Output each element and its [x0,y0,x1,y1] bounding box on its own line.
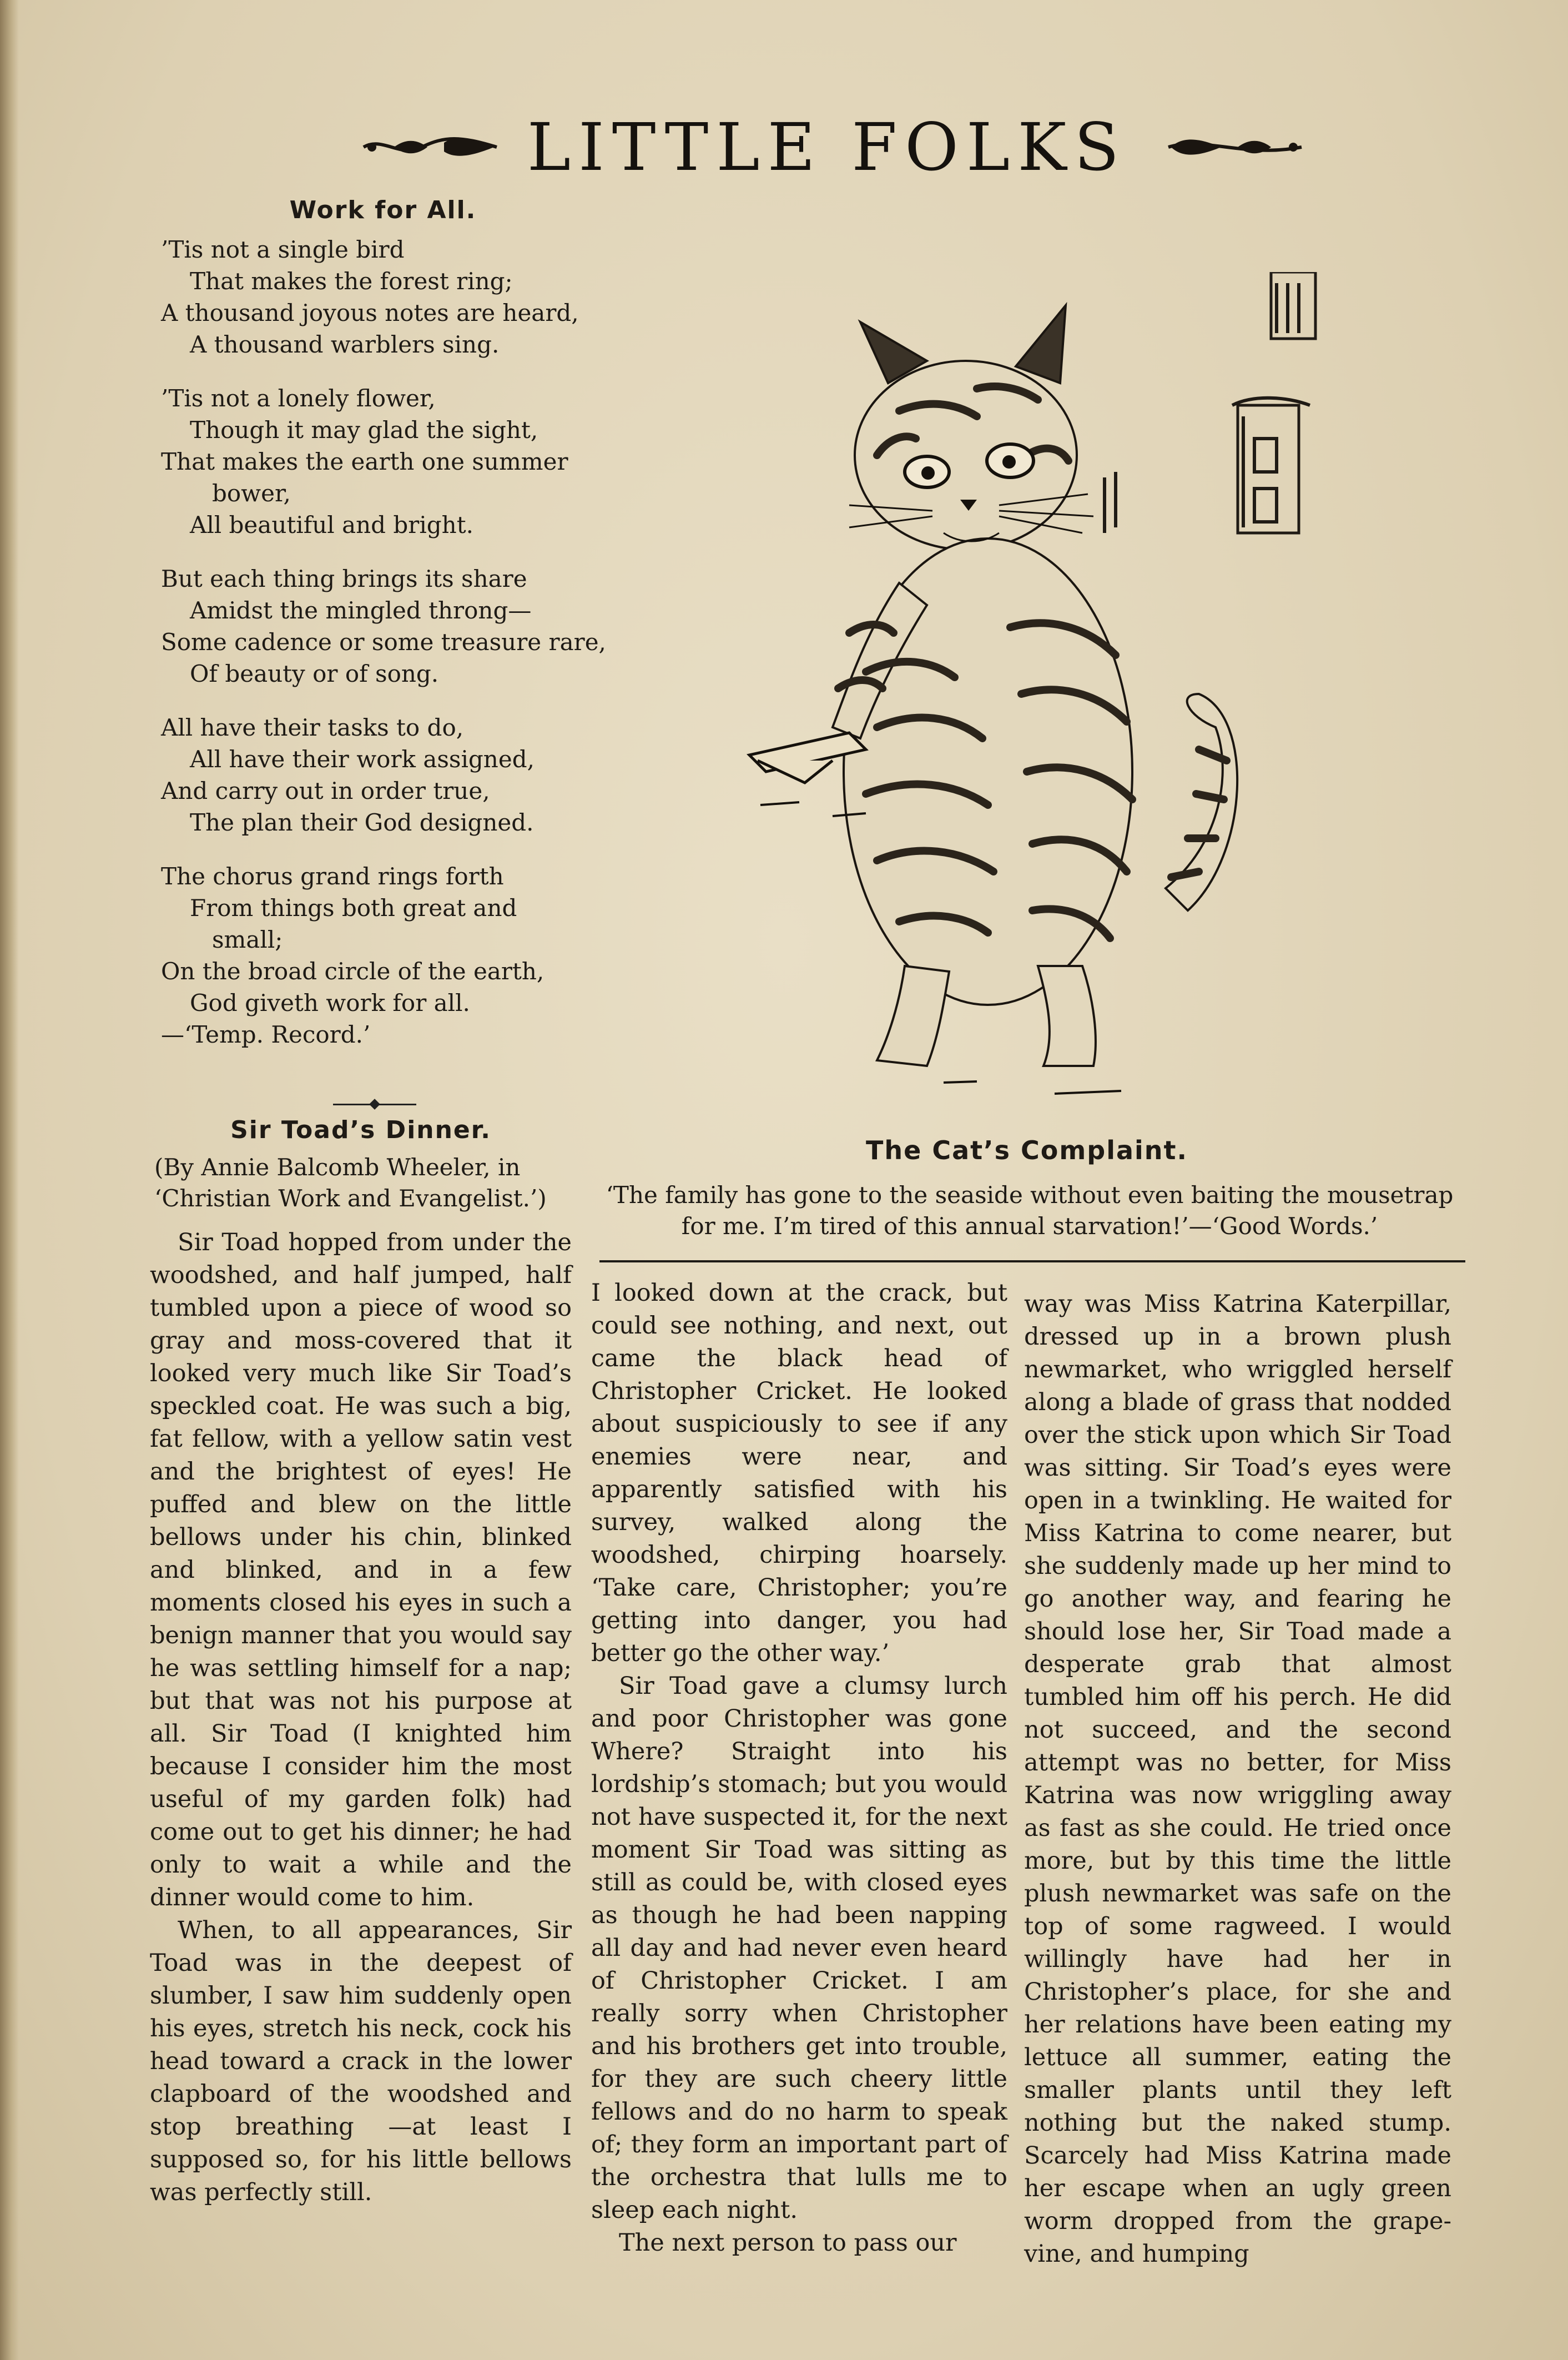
poem-line: All have their tasks to do, [161,714,464,741]
poem-line: On the broad circle of the earth, [161,958,544,985]
cat-illustration [666,272,1343,1105]
poem-stanza [161,563,605,690]
story-paragraph: Sir Toad gave a clumsy lurch and poor Christopher was gone Where? Straight into his lordship’s stomach; but you would not have suspected it, for the next moment Sir Toad was sitting as still as could be, with closed eyes as though he had been napping all day and had never even heard of Christopher Cricket. I am really sorry when Christopher and his brothers get into trouble, for they are such cheery little fellows and do no harm to speak of; they form an important part of the orchestra that lulls me to sleep each night. [591,1672,1007,2224]
poem-line: The chorus grand rings forth [161,863,504,890]
poem-stanza [161,712,605,838]
poem-line: All have their work assigned, [190,746,535,773]
poem-line: Amidst the mingled throng— [190,597,532,624]
poem-line: Some cadence or some treasure rare, [161,628,606,656]
poem-stanza [161,383,605,541]
right-flourish-ornament [1166,130,1304,164]
story-paragraph: way was Miss Katrina Katerpillar, dressed up in a brown plush newmarket, who wriggled herself along a blade of grass that nodded over the stick upon which Sir Toad was sitting. Sir Toad’s eyes were open in a twinkling. He waited for Miss Katrina to come nearer, but she suddenly made up her mind to go another way, and fearing he should lose her, Sir Toad made a desperate grab that almost tumbled him off his perch. He did not succeed, and the second attempt was no better, for Miss Katrina was now wriggling away as fast as she could. He tried once more, but by this time the little plush newmarket was safe on the top of some ragweed. I would willingly have had her in Christopher’s place, for she and her relations have been eating my lettuce all summer, eating the smaller plants until they left nothing but the naked stump. Scarcely had Miss Katrina made her escape when an ugly green worm dropped from the grape-vine, and humping [1024,1290,1451,2268]
poem-line: That makes the earth one summer [161,448,568,475]
story-column-2 [591,1277,1007,2260]
poem-line: small; [212,926,283,953]
poem-line: And carry out in order true, [161,777,490,804]
story-byline: (By Annie Balcomb Wheeler, in ‘Christian Work and Evangelist.’) [154,1154,547,1212]
story-body [150,1226,572,2209]
illustration-caption: ‘The family has gone to the seaside without even baiting the mousetrap for me. I’m tired of this annual starvation!’—‘Good Words.’ [606,1181,1454,1240]
poem-source: —‘Temp. Record.’ [161,1021,371,1048]
poem-line: Of beauty or of song. [190,660,439,687]
poem-line: From things both great and [190,894,517,922]
story-paragraph: Sir Toad hopped from under the woodshed, and half jumped, half tumbled upon a piece of wood so gray and moss-covered that it looked very much like Sir Toad’s speckled coat. He was such a big, fat fellow, with a yellow satin vest and the brightest of eyes! He puffed and blew on the little bellows under his chin, blinked and blinked, and in a few moments closed his eyes in such a benign manner that you would say he was settling himself for a nap; but that was not his purpose at all. Sir Toad (I knighted him because I consider him the most useful of my garden folk) had come out to get his dinner; he had only to wait a while and the dinner would come to him. [150,1229,572,1911]
story-paragraph: The next person to pass our [619,2229,957,2257]
poem-stanza [161,234,605,360]
poem-line: bower, [212,480,291,507]
story-column-1 [150,1116,572,2209]
poem-line: ’Tis not a single bird [161,236,405,263]
story-paragraph: When, to all appearances, Sir Toad was in the deepest of slumber, I saw him suddenly open his eyes, stretch his neck, cock his head toward a crack in the lower clapboard of the woodshed and stop breathing —at least I supposed so, for his little bellows was perfectly still. [150,1916,572,2206]
left-flourish-ornament [361,130,500,164]
story-paragraph: I looked down at the crack, but could see nothing, and next, out came the black head of Christopher Cricket. He looked about suspiciously to see if any enemies were near, and apparently satisfied with his survey, walked along the woodshed, chirping hoarsely. ‘Take care, Christopher; you’re getting into danger, you had better go the other way.’ [591,1279,1007,1667]
page-spine-edge [0,0,19,2360]
poem-line: That makes the forest ring; [190,268,513,295]
poem-work-for-all [161,194,605,1050]
masthead [361,111,1304,183]
poem-stanza [161,861,605,1019]
story-column-3 [1024,1288,1451,2271]
caption-divider [599,1260,1465,1262]
poem-title: Work for All. [289,196,477,224]
poem-line: A thousand warblers sing. [190,331,500,358]
poem-line: A thousand joyous notes are heard, [161,299,579,326]
poem-line: But each thing brings its share [161,565,527,592]
section-divider [333,1104,416,1105]
poem-line: ’Tis not a lonely flower, [161,385,436,412]
masthead-title: LITTLE FOLKS [527,109,1127,185]
story-title: Sir Toad’s Dinner. [230,1116,491,1144]
illustration-title: The Cat’s Complaint. [865,1135,1188,1165]
poem-line: The plan their God designed. [190,809,534,836]
poem-line: All beautiful and bright. [190,511,473,539]
poem-line: God giveth work for all. [190,989,470,1017]
poem-line: Though it may glad the sight, [190,416,538,444]
